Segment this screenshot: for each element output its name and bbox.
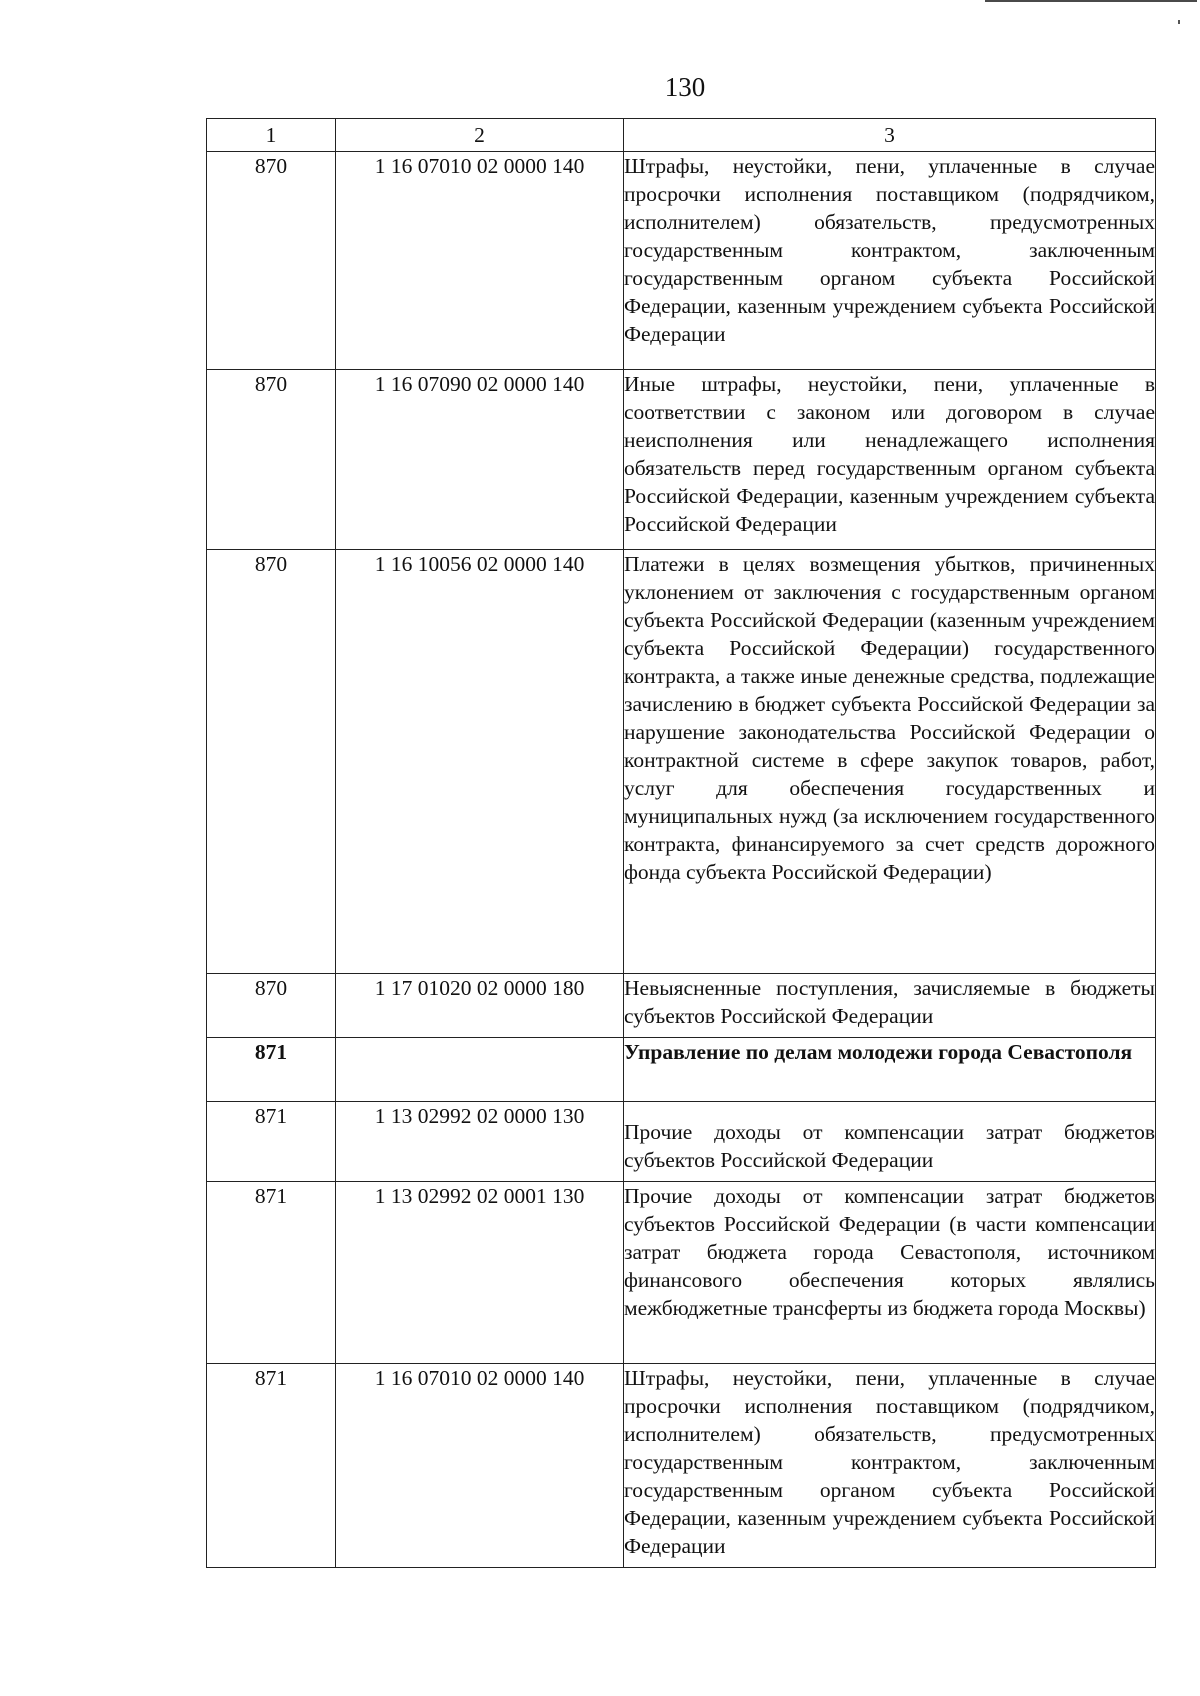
admin-code-cell: 870 xyxy=(207,974,336,1038)
revenue-code-cell: 1 16 07010 02 0000 140 xyxy=(336,152,624,370)
table-row xyxy=(207,1102,1156,1182)
table-row xyxy=(207,370,1156,550)
page-number: 130 xyxy=(664,72,706,102)
revenue-codes-table xyxy=(206,118,1156,1568)
table-row-agency-heading xyxy=(207,1038,1156,1102)
table-row xyxy=(207,550,1156,974)
admin-code-cell: 871 xyxy=(207,1182,336,1364)
admin-code-cell: 871 xyxy=(207,1038,336,1102)
admin-code-cell: 870 xyxy=(207,152,336,370)
description-cell: Прочие доходы от компенсации затрат бюджетов субъектов Российской Федерации xyxy=(624,1102,1156,1182)
description-cell: Невыясненные поступления, зачисляемые в бюджеты субъектов Российской Федерации xyxy=(624,974,1156,1038)
scan-mark xyxy=(1178,20,1180,24)
table-row xyxy=(207,152,1156,370)
revenue-code-cell: 1 16 10056 02 0000 140 xyxy=(336,550,624,974)
column-header-2: 2 xyxy=(336,119,624,152)
table-header-row xyxy=(207,119,1156,152)
description-cell: Прочие доходы от компенсации затрат бюджетов субъектов Российской Федерации (в части компенсации затрат бюджета города Севастополя, источником финансового обеспечения которых являлись межбюджетные трансферты из бюджета города Москвы) xyxy=(624,1182,1156,1364)
revenue-code-cell: 1 16 07010 02 0000 140 xyxy=(336,1364,624,1568)
admin-code-cell: 871 xyxy=(207,1364,336,1568)
agency-name-cell: Управление по делам молодежи города Севастополя xyxy=(624,1038,1156,1102)
description-cell: Иные штрафы, неустойки, пени, уплаченные в соответствии с законом или договором в случае неисполнения или ненадлежащего исполнения обязательств перед государственным органом субъекта Российской Федерации, казенным учреждением субъекта Российской Федерации xyxy=(624,370,1156,550)
column-header-3: 3 xyxy=(624,119,1156,152)
description-cell: Штрафы, неустойки, пени, уплаченные в случае просрочки исполнения поставщиком (подрядчиком, исполнителем) обязательств, предусмотренных государственным контрактом, заключенным государственным органом субъекта Российской Федерации, казенным учреждением субъекта Российской Федерации xyxy=(624,1364,1156,1568)
table-row xyxy=(207,1364,1156,1568)
admin-code-cell: 870 xyxy=(207,550,336,974)
revenue-code-cell: 1 16 07090 02 0000 140 xyxy=(336,370,624,550)
revenue-code-cell: 1 13 02992 02 0000 130 xyxy=(336,1102,624,1182)
admin-code-cell: 870 xyxy=(207,370,336,550)
table-row xyxy=(207,974,1156,1038)
column-header-1: 1 xyxy=(207,119,336,152)
admin-code-cell: 871 xyxy=(207,1102,336,1182)
revenue-code-cell xyxy=(336,1038,624,1102)
scan-edge-line xyxy=(985,0,1197,2)
description-cell: Платежи в целях возмещения убытков, причиненных уклонением от заключения с государственным органом субъекта Российской Федерации (казенным учреждением субъекта Российской Федерации) государственного контракта, а также иные денежные средства, подлежащие зачислению в бюджет субъекта Российской Федерации за нарушение законодательства Российской Федерации о контрактной системе в сфере закупок товаров, работ, услуг для обеспечения государственных и муниципальных нужд (за исключением государственного контракта, финансируемого за счет средств дорожного фонда субъекта Российской Федерации) xyxy=(624,550,1156,974)
revenue-code-cell: 1 13 02992 02 0001 130 xyxy=(336,1182,624,1364)
revenue-code-cell: 1 17 01020 02 0000 180 xyxy=(336,974,624,1038)
table-row xyxy=(207,1182,1156,1364)
description-cell: Штрафы, неустойки, пени, уплаченные в случае просрочки исполнения поставщиком (подрядчиком, исполнителем) обязательств, предусмотренных государственным контрактом, заключенным государственным органом субъекта Российской Федерации, казенным учреждением субъекта Российской Федерации xyxy=(624,152,1156,370)
